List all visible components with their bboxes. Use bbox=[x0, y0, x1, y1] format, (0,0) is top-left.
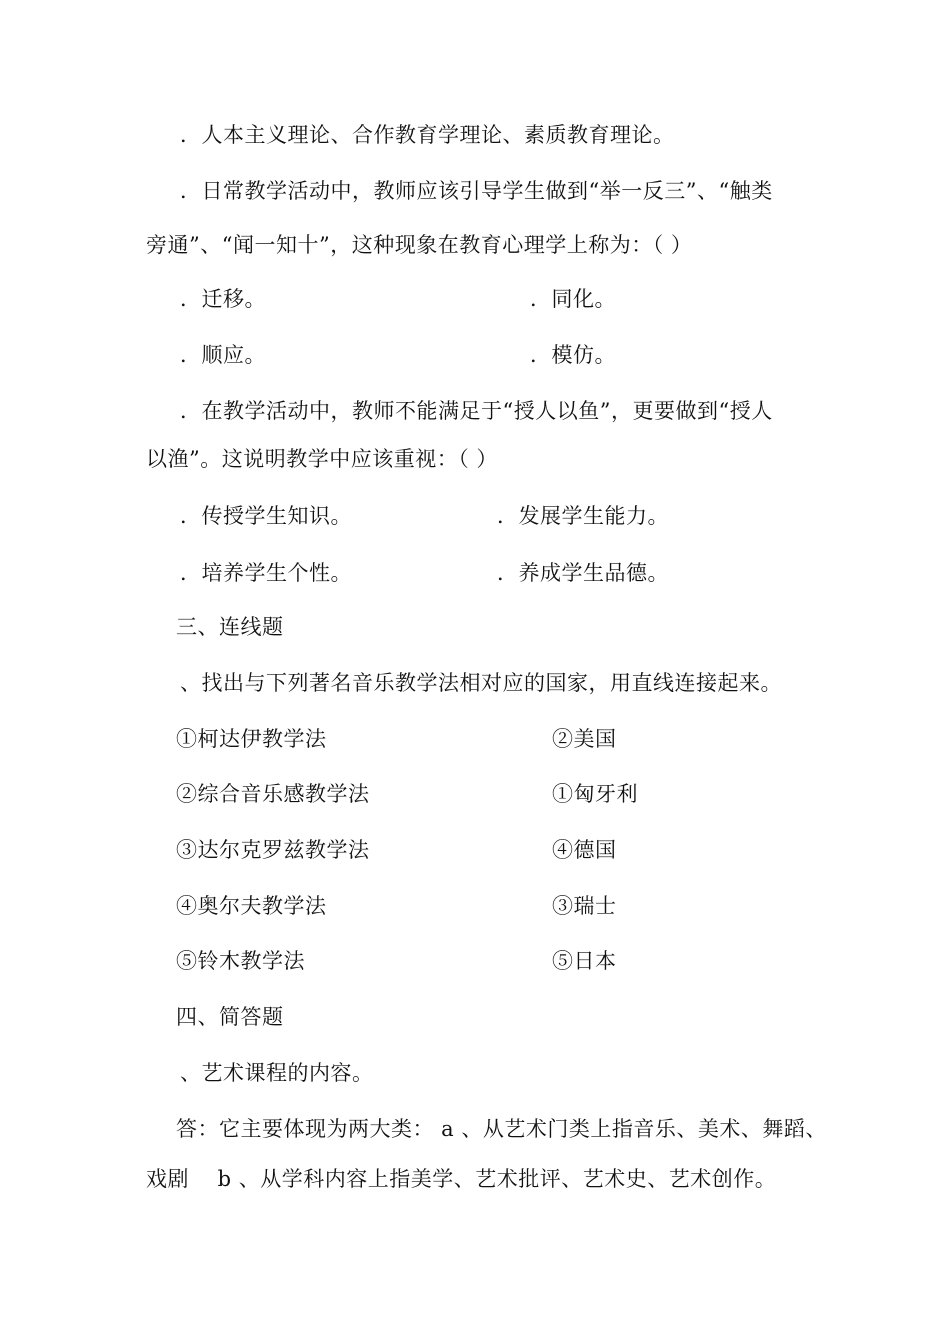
section-heading: 四、简答题 bbox=[176, 1005, 284, 1029]
answer-line: 答：它主要体现为两大类： a 、从艺术门类上指音乐、美术、舞蹈、 bbox=[176, 1117, 827, 1141]
question-line: 旁通”、“闻一知十”，这种现象在教育心理学上称为：（ ） bbox=[146, 233, 693, 257]
section-heading: 三、连线题 bbox=[176, 615, 284, 639]
match-right-item: ①匈牙利 bbox=[552, 782, 638, 806]
option-line: ．人本主义理论、合作教育学理论、素质教育理论。 bbox=[180, 123, 675, 147]
match-right-item: ④德国 bbox=[552, 838, 617, 862]
match-right-item: ③瑞士 bbox=[552, 894, 617, 918]
option-line: ．顺应。 bbox=[180, 343, 266, 367]
match-right-item: ②美国 bbox=[552, 727, 617, 751]
option-line: ．发展学生能力。 bbox=[497, 504, 669, 528]
question-line: 以渔”。这说明教学中应该重视：（ ） bbox=[146, 447, 498, 471]
question-line: ．日常教学活动中，教师应该引导学生做到“举一反三”、“触类 bbox=[180, 179, 773, 203]
option-line: ．传授学生知识。 bbox=[180, 504, 352, 528]
option-line: ．迁移。 bbox=[180, 287, 266, 311]
answer-line: 戏剧 b 、从学科内容上指美学、艺术批评、艺术史、艺术创作。 bbox=[146, 1167, 777, 1191]
option-line: ．模仿。 bbox=[530, 343, 616, 367]
question-line: ．在教学活动中，教师不能满足于“授人以鱼”，更要做到“授人 bbox=[180, 399, 773, 423]
match-left-item: ④奥尔夫教学法 bbox=[176, 894, 327, 918]
match-right-item: ⑤日本 bbox=[552, 949, 617, 973]
option-line: ．培养学生个性。 bbox=[180, 561, 352, 585]
option-line: ．养成学生品德。 bbox=[497, 561, 669, 585]
match-left-item: ⑤铃木教学法 bbox=[176, 949, 305, 973]
option-line: ．同化。 bbox=[530, 287, 616, 311]
question-line: 、找出与下列著名音乐教学法相对应的国家，用直线连接起来。 bbox=[180, 671, 782, 695]
match-left-item: ②综合音乐感教学法 bbox=[176, 782, 370, 806]
question-line: 、艺术课程的内容。 bbox=[180, 1061, 374, 1085]
match-left-item: ③达尔克罗兹教学法 bbox=[176, 838, 370, 862]
match-left-item: ①柯达伊教学法 bbox=[176, 727, 327, 751]
